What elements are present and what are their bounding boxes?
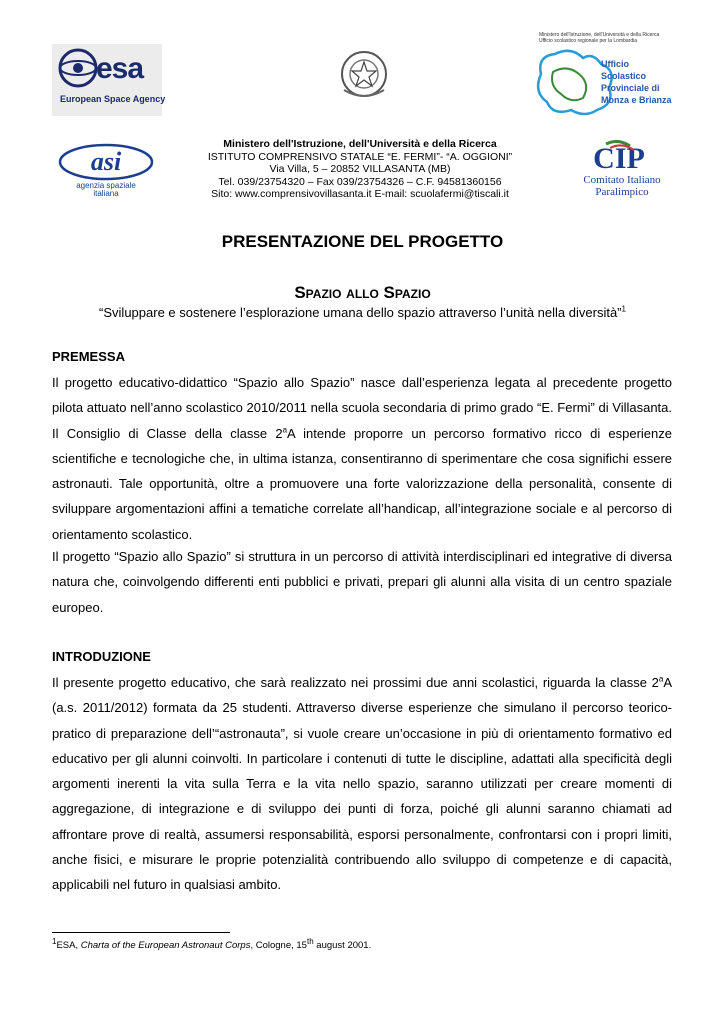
ministry-small-text-2: Ufficio scolastico regionale per la Lombardia	[539, 38, 638, 44]
superscript: a	[282, 425, 288, 435]
asi-wordmark: asi	[90, 147, 122, 176]
project-title: Spazio allo Spazio	[294, 283, 431, 302]
ufficio-scolastico-logo	[527, 30, 685, 122]
motto-text: “Sviluppare e sostenere l’esplorazione umana dello spazio attraverso l’unità nella diversità”	[99, 305, 622, 320]
esa-logo	[52, 44, 166, 116]
introduzione-text-a: Il presente progetto educativo, che sarà realizzato nei prossimi due anni scolastici, riguarda la classe 2	[52, 675, 659, 690]
cip-logo	[582, 140, 692, 208]
footnote-text: august 2001.	[313, 940, 372, 951]
ufficio-title-line: Monza e Brianza	[601, 95, 672, 105]
ufficio-title-line: Ufficio	[601, 59, 629, 69]
footnote-text: , Cologne, 15	[250, 940, 307, 951]
premessa-text-b: A intende proporre un percorso formativo ricco di esperienze scientifiche e tecnologiche che, in ultima istanza, consentiranno di sperimentare che cosa significhi essere astronauti. Tale opportunità, oltre a promuovere una forte valorizzazione della personalità, consente di sviluppare argomentazioni affini a tematiche correlate all’handicap, all’integrazione sociale e al percorso di orientamento scolastico.	[52, 425, 672, 542]
esa-subtitle: European Space Agency	[60, 94, 166, 104]
footnote-italic: Charta of the European Astronaut Corps	[80, 940, 251, 951]
footnote-ref: 1	[621, 304, 626, 314]
footnote-divider	[52, 932, 230, 933]
esa-wordmark: esa	[96, 52, 144, 85]
asi-subtitle: agenzia spaziale italiana	[76, 181, 136, 198]
footnote-number: 1	[52, 936, 57, 946]
asi-orbit-icon	[56, 140, 156, 184]
section-heading-premessa: PREMESSA	[52, 349, 125, 364]
superscript: a	[658, 674, 664, 684]
footnote	[52, 936, 372, 951]
cip-text: Comitato Italiano Paralimpico	[583, 174, 661, 198]
institution-header	[190, 138, 530, 201]
institution-school: ISTITUTO COMPRENSIVO STATALE “E. FERMI”- “A. OGGIONI”	[207, 150, 513, 163]
esa-globe-icon	[58, 48, 98, 88]
italian-republic-emblem-icon	[336, 46, 392, 102]
premessa-text-a: Il progetto educativo-didattico “Spazio allo Spazio” nasce dall’esperienza legata al precedente progetto pilota attuato nell’anno scolastico 2010/2011 nella scuola secondaria di primo grado “E. Fermi” di Villasanta. Il Consiglio di Classe della classe 2	[52, 375, 672, 441]
footnote-sup: th	[306, 936, 314, 946]
introduzione-text-b: A (a.s. 2011/2012) formata da 25 studenti. Attraverso diverse esperienze che simulano il percorso teorico-pratico di preparazione dell’“astronauta”, si vuole creare un’occasione in più di orientamento formativo ed educativo per gli alunni coinvolti. In particolare i contenuti di tutte le discipline, adattati alla specificità degli argomenti inerenti la vita sulla Terra e la vita nello spazio, saranno utilizzati per creare momenti di aggregazione, di integrazione e di sviluppo dei punti di forza, poiché gli alunni saranno chiamati ad affrontare prove di realtà, assumersi responsabilità, esporsi personalmente, confrontarsi con i propri limiti, anche fisici, e misurare le proprie potenzialità contribuendo allo sviluppo di competenze e di capacità, applicabili nel futuro in qualsiasi ambito.	[52, 675, 672, 893]
cip-mark-text: CIP	[593, 142, 645, 174]
institution-address: Via Villa, 5 – 20852 VILLASANTA (MB)	[269, 163, 451, 176]
footnote-text: ESA,	[56, 940, 81, 951]
section-heading-introduzione: INTRODUZIONE	[52, 649, 151, 664]
introduzione-paragraph	[52, 670, 672, 898]
ufficio-title-line: Provinciale di	[601, 83, 660, 93]
institution-ministry: Ministero dell'Istruzione, dell'Università e della Ricerca	[223, 138, 497, 150]
cip-mark-icon	[584, 140, 654, 174]
institution-phone: Tel. 039/23754320 – Fax 039/23754326 – C.F. 94581360156	[218, 175, 502, 188]
premessa-paragraph-1	[52, 370, 672, 547]
institution-web: Sito: www.comprensivovillasanta.it E-mail: scuolafermi@tiscali.it	[211, 188, 509, 201]
premessa-paragraph-2: Il progetto “Spazio allo Spazio” si struttura in un percorso di attività interdisciplinari ed integrative di diversa natura che, coinvolgendo differenti enti pubblici e privati, prepari gli alunni alla visita di un centro spaziale europeo.	[52, 549, 672, 615]
ufficio-title-line: Scolastico	[601, 71, 647, 81]
page-title: PRESENTAZIONE DEL PROGETTO	[221, 232, 504, 251]
asi-logo	[56, 140, 166, 200]
project-motto	[0, 305, 725, 320]
ministry-small-text: Ministero dell'Istruzione, dell'Università e della Ricerca	[539, 32, 660, 38]
